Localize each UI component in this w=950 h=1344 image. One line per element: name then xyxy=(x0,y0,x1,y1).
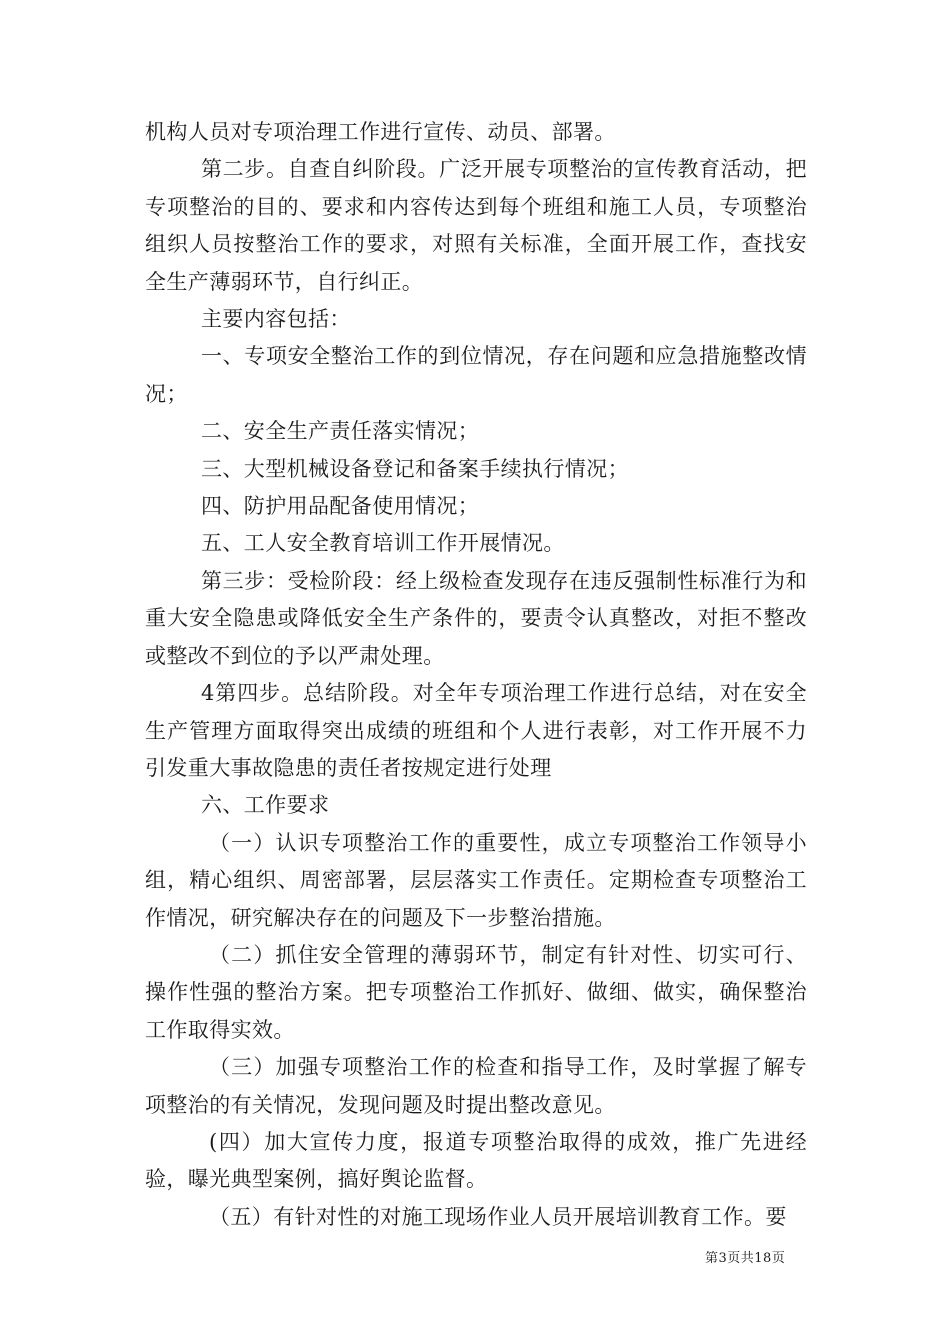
paragraph-6: 三、大型机械设备登记和备案手续执行情况； xyxy=(201,456,629,481)
paragraph-11: 六、工作要求 xyxy=(201,793,330,818)
paragraph-5: 二、安全生产责任落实情况； xyxy=(201,419,480,444)
paragraph-16: （五）有针对性的对施工现场作业人员开展培训教育工作。要 xyxy=(209,1204,787,1229)
page-number-footer: 第3页共18页 xyxy=(705,1251,786,1266)
paragraph-1: 机构人员对专项治理工作进行宣传、动员、部署。 xyxy=(145,120,616,144)
paragraph-7: 四、防护用品配备使用情况； xyxy=(201,494,480,519)
paragraph-12: （一）认识专项整治工作的重要性，成立专项整治工作领导小组，精心组织、周密部署，层层落实工作责任。定期检查专项整治工作情况，研究解决存在的问题及下一步整治措施。 xyxy=(145,830,807,930)
paragraph-3: 主要内容包括： xyxy=(201,307,351,332)
paragraph-10: 4第四步。总结阶段。对全年专项治理工作进行总结，对在安全生产管理方面取得突出成绩的班组和个人进行表彰，对工作开展不力引发重大事故隐患的责任者按规定进行处理 xyxy=(145,681,807,780)
document-body xyxy=(145,114,807,1236)
paragraph-4: 一、专项安全整治工作的到位情况，存在问题和应急措施整改情况； xyxy=(145,344,807,406)
paragraph-13: （二）抓住安全管理的薄弱环节，制定有针对性、切实可行、操作性强的整治方案。把专项整治工作抓好、做细、做实，确保整治工作取得实效。 xyxy=(145,942,807,1042)
paragraph-8: 五、工人安全教育培训工作开展情况。 xyxy=(201,531,565,556)
paragraph-15: (四）加大宣传力度，报道专项整治取得的成效，推广先进经验，曝光典型案例，搞好舆论监督。 xyxy=(145,1129,807,1192)
paragraph-14: （三）加强专项整治工作的检查和指导工作，及时掌握了解专项整治的有关情况，发现问题及时提出整改意见。 xyxy=(145,1055,807,1117)
paragraph-9: 第三步：受检阶段：经上级检查发现存在违反强制性标准行为和重大安全隐患或降低安全生产条件的，要责令认真整改，对拒不整改或整改不到位的予以严肃处理。 xyxy=(145,568,807,668)
paragraph-2: 第二步。自查自纠阶段。广泛开展专项整治的宣传教育活动，把专项整治的目的、要求和内容传达到每个班组和施工人员，专项整治组织人员按整治工作的要求，对照有关标准，全面开展工作，查找安全生产薄弱环节，自行纠正。 xyxy=(145,157,807,294)
